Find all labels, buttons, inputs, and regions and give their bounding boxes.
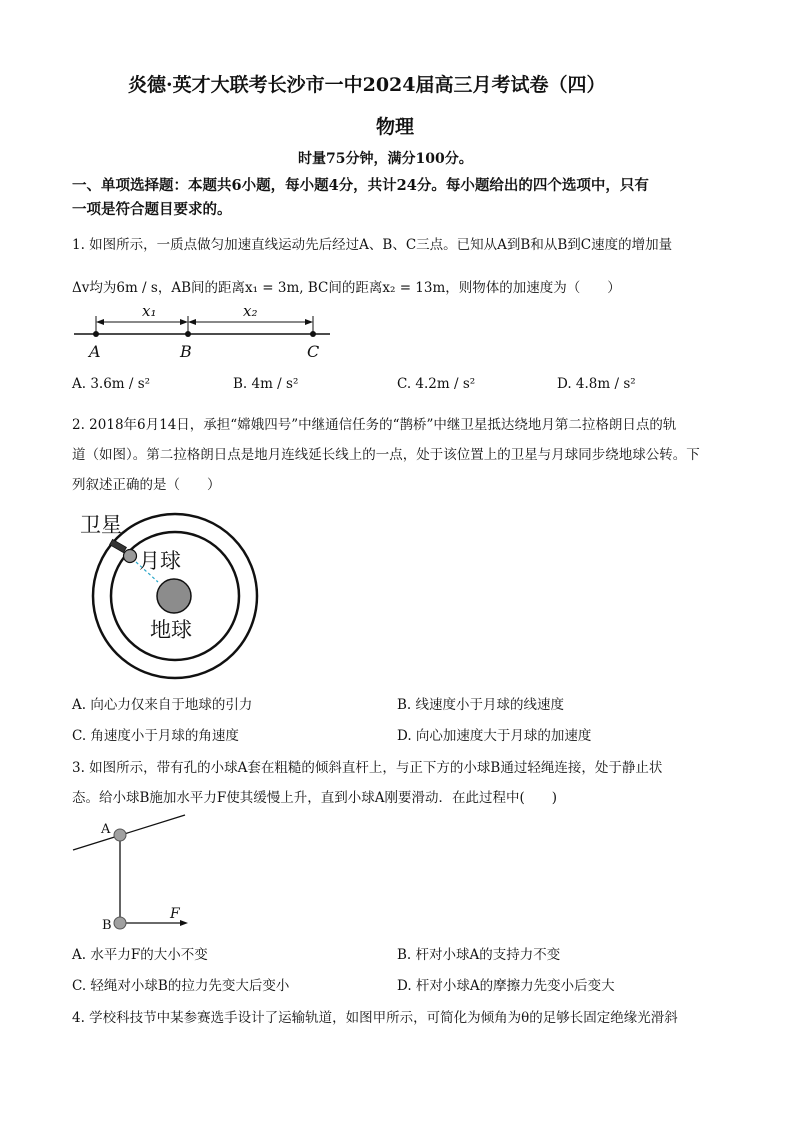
section-heading-line1: 一、单项选择题：本题共6小题，每小题4分，共计24分。每小题给出的四个选项中，只有 bbox=[72, 177, 649, 194]
time-info: 时量75分钟，满分100分。 bbox=[298, 151, 473, 167]
q3-fig-B: B bbox=[102, 918, 112, 933]
q1-fig-C: C bbox=[307, 342, 320, 361]
q1-line2: Δv均为6m / s，AB间的距离x₁ = 3m, BC间的距离x₂ = 13m，则物体的加速度为（ ） bbox=[72, 280, 621, 296]
q4-line1: 4. 学校科技节中某参赛选手设计了运输轨道，如图甲所示，可简化为倾角为θ的足够长固定绝缘光滑斜 bbox=[72, 1010, 678, 1026]
q3-fig-F: F bbox=[170, 906, 180, 922]
q1-option-a: A. 3.6m / s² bbox=[72, 376, 151, 392]
q1-fig-B: B bbox=[180, 342, 192, 361]
q2-line1: 2. 2018年6月14日，承担“嫦娥四号”中继通信任务的“鹊桥”中继卫星抵达绕地月第二拉格朗日点的轨 bbox=[72, 417, 677, 433]
q3-option-b: B. 杆对小球A的支持力不变 bbox=[397, 947, 561, 963]
q2-fig-satellite-label: 卫星 bbox=[80, 513, 122, 537]
q3-line1: 3. 如图所示，带有孔的小球A套在粗糙的倾斜直杆上，与正下方的小球B通过轻绳连接，处于静止状 bbox=[72, 760, 663, 776]
q1-fig-A: A bbox=[89, 342, 101, 361]
q3-option-c: C. 轻绳对小球B的拉力先变大后变小 bbox=[72, 978, 290, 994]
subject-title: 物理 bbox=[376, 116, 415, 138]
q2-line2: 道（如图）。第二拉格朗日点是地月连线延长线上的一点，处于该位置上的卫星与月球同步绕地球公转。下 bbox=[72, 447, 700, 463]
q1-fig-x1: x₁ bbox=[142, 302, 157, 320]
q2-fig-earth-label: 地球 bbox=[150, 618, 192, 642]
q3-option-a: A. 水平力F的大小不变 bbox=[72, 947, 208, 963]
q3-figure bbox=[70, 810, 200, 938]
q2-option-d: D. 向心加速度大于月球的加速度 bbox=[397, 728, 592, 744]
q1-option-b: B. 4m / s² bbox=[233, 376, 299, 392]
q1-figure bbox=[72, 300, 342, 370]
q2-option-b: B. 线速度小于月球的线速度 bbox=[397, 697, 565, 713]
q2-fig-moon-label: 月球 bbox=[139, 549, 181, 573]
q1-line1: 1. 如图所示，一质点做匀加速直线运动先后经过A、B、C三点。已知从A到B和从B到C速度的增加量 bbox=[72, 237, 673, 253]
page-title: 炎德·英才大联考长沙市一中2024届高三月考试卷（四） bbox=[128, 74, 606, 96]
q1-option-d: D. 4.8m / s² bbox=[557, 376, 636, 392]
q2-line3: 列叙述正确的是（ ） bbox=[72, 477, 221, 493]
q3-fig-A: A bbox=[101, 822, 111, 837]
q3-option-d: D. 杆对小球A的摩擦力先变小后变大 bbox=[397, 978, 615, 994]
q1-option-c: C. 4.2m / s² bbox=[397, 376, 476, 392]
q1-fig-x2: x₂ bbox=[243, 302, 258, 320]
q3-line2: 态。给小球B施加水平力F使其缓慢上升，直到小球A刚要滑动．在此过程中( ) bbox=[72, 790, 558, 806]
q2-option-c: C. 角速度小于月球的角速度 bbox=[72, 728, 239, 744]
section-heading-line2: 一项是符合题目要求的。 bbox=[72, 201, 232, 218]
q2-option-a: A. 向心力仅来自于地球的引力 bbox=[72, 697, 253, 713]
